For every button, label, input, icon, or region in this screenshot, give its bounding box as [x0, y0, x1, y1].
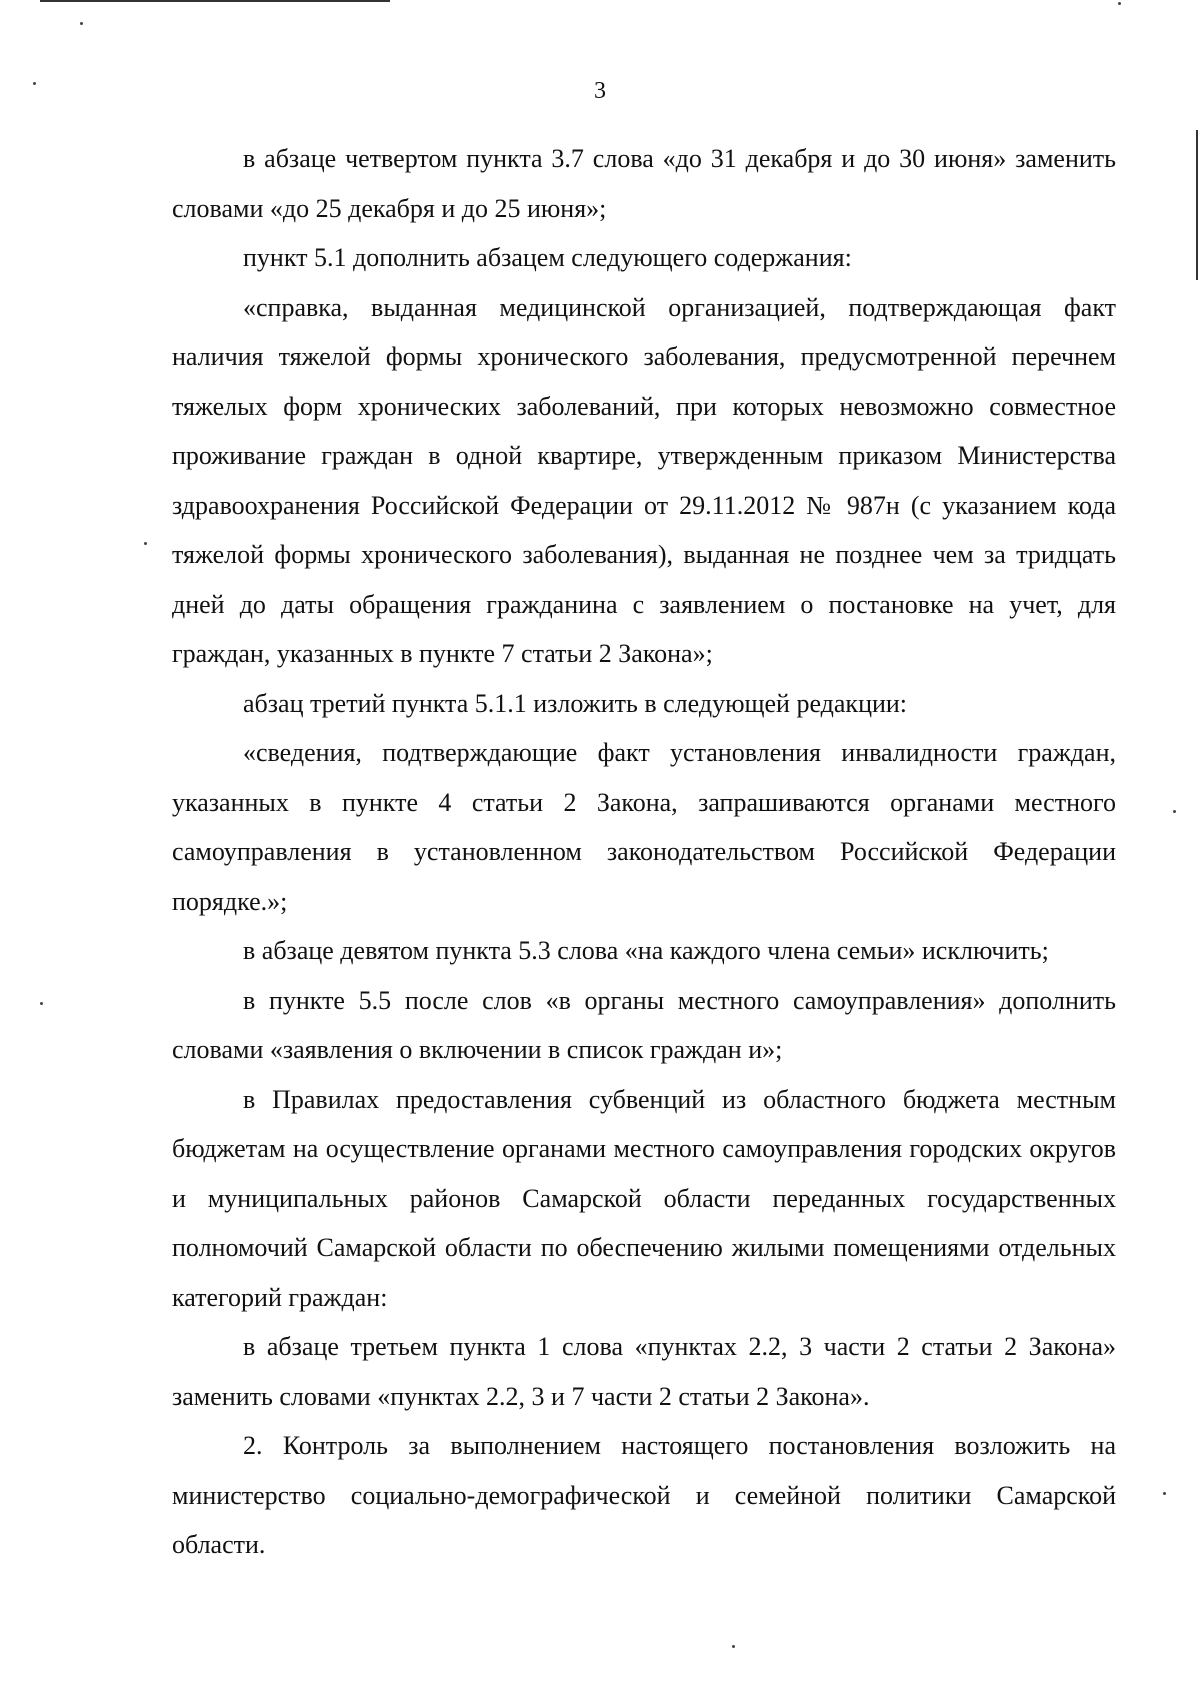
paragraph-medical-certificate: «справка, выданная медицинской организацией, подтверждающая факт наличия тяжелой формы хронического заболевания, предусмотренной перечнем тяжелых форм хронических заболеваний, при которых невозможно совместное проживание граждан в одной квартире, утвержденным приказом Министерства здравоохранения Российской Федерации от 29.11.2012 № 987н (с указанием кода тяжелой формы хронического заболевания), выданная не позднее чем за тридцать дней до даты обращения гражданина с заявлением о постановке на учет, для граждан, указанных в пункте 7 статьи 2 Закона»; [172, 292, 1116, 668]
paragraph-amendment-5-3: в абзаце девятом пункта 5.3 слова «на каждого члена семьи» исключить; [243, 936, 1049, 965]
scan-speck [40, 1002, 43, 1005]
scan-speck [1163, 1492, 1166, 1495]
paragraph-amendment-5-1: пункт 5.1 дополнить абзацем следующего содержания: [243, 243, 852, 272]
paragraph-amendment-5-5: в пункте 5.5 после слов «в органы местного самоуправления» дополнить словами «заявления о включении в список граждан и»; [172, 985, 1116, 1064]
scan-edge-line-right [1196, 130, 1198, 280]
scan-speck [1173, 810, 1176, 813]
scan-speck [80, 22, 83, 25]
document-body [172, 134, 1116, 1570]
scan-speck [1118, 2, 1121, 5]
paragraph-amendment-3-7: в абзаце четвертом пункта 3.7 слова «до 31 декабря и до 30 июня» заменить словами «до 25 декабря и до 25 июня»; [172, 144, 1116, 223]
paragraph-subvention-rules: в Правилах предоставления субвенций из областного бюджета местным бюджетам на осуществление органами местного самоуправления городских округов и муниципальных районов Самарской области переданных государственных полномочий Самарской области по обеспечению жилыми помещениями отдельных категорий граждан: [172, 1084, 1116, 1312]
paragraph-disability-info: «сведения, подтверждающие факт установления инвалидности граждан, указанных в пункте 4 статьи 2 Закона, запрашиваются органами местного самоуправления в установленном законодательством Российской Федерации порядке.»; [172, 738, 1116, 916]
page-number: 3 [594, 78, 606, 104]
paragraph-control-clause: 2. Контроль за выполнением настоящего постановления возложить на министерство социально-демографической и семейной политики Самарской области. [172, 1431, 1116, 1559]
paragraph-amendment-point-1: в абзаце третьем пункта 1 слова «пунктах 2.2, 3 части 2 статьи 2 Закона» заменить словами «пунктах 2.2, 3 и 7 части 2 статьи 2 Закона». [172, 1332, 1116, 1411]
scan-edge-line-top [40, 0, 390, 2]
scan-speck [144, 542, 147, 545]
scan-speck [732, 1645, 735, 1648]
paragraph-amendment-5-1-1: абзац третий пункта 5.1.1 изложить в следующей редакции: [243, 688, 908, 718]
